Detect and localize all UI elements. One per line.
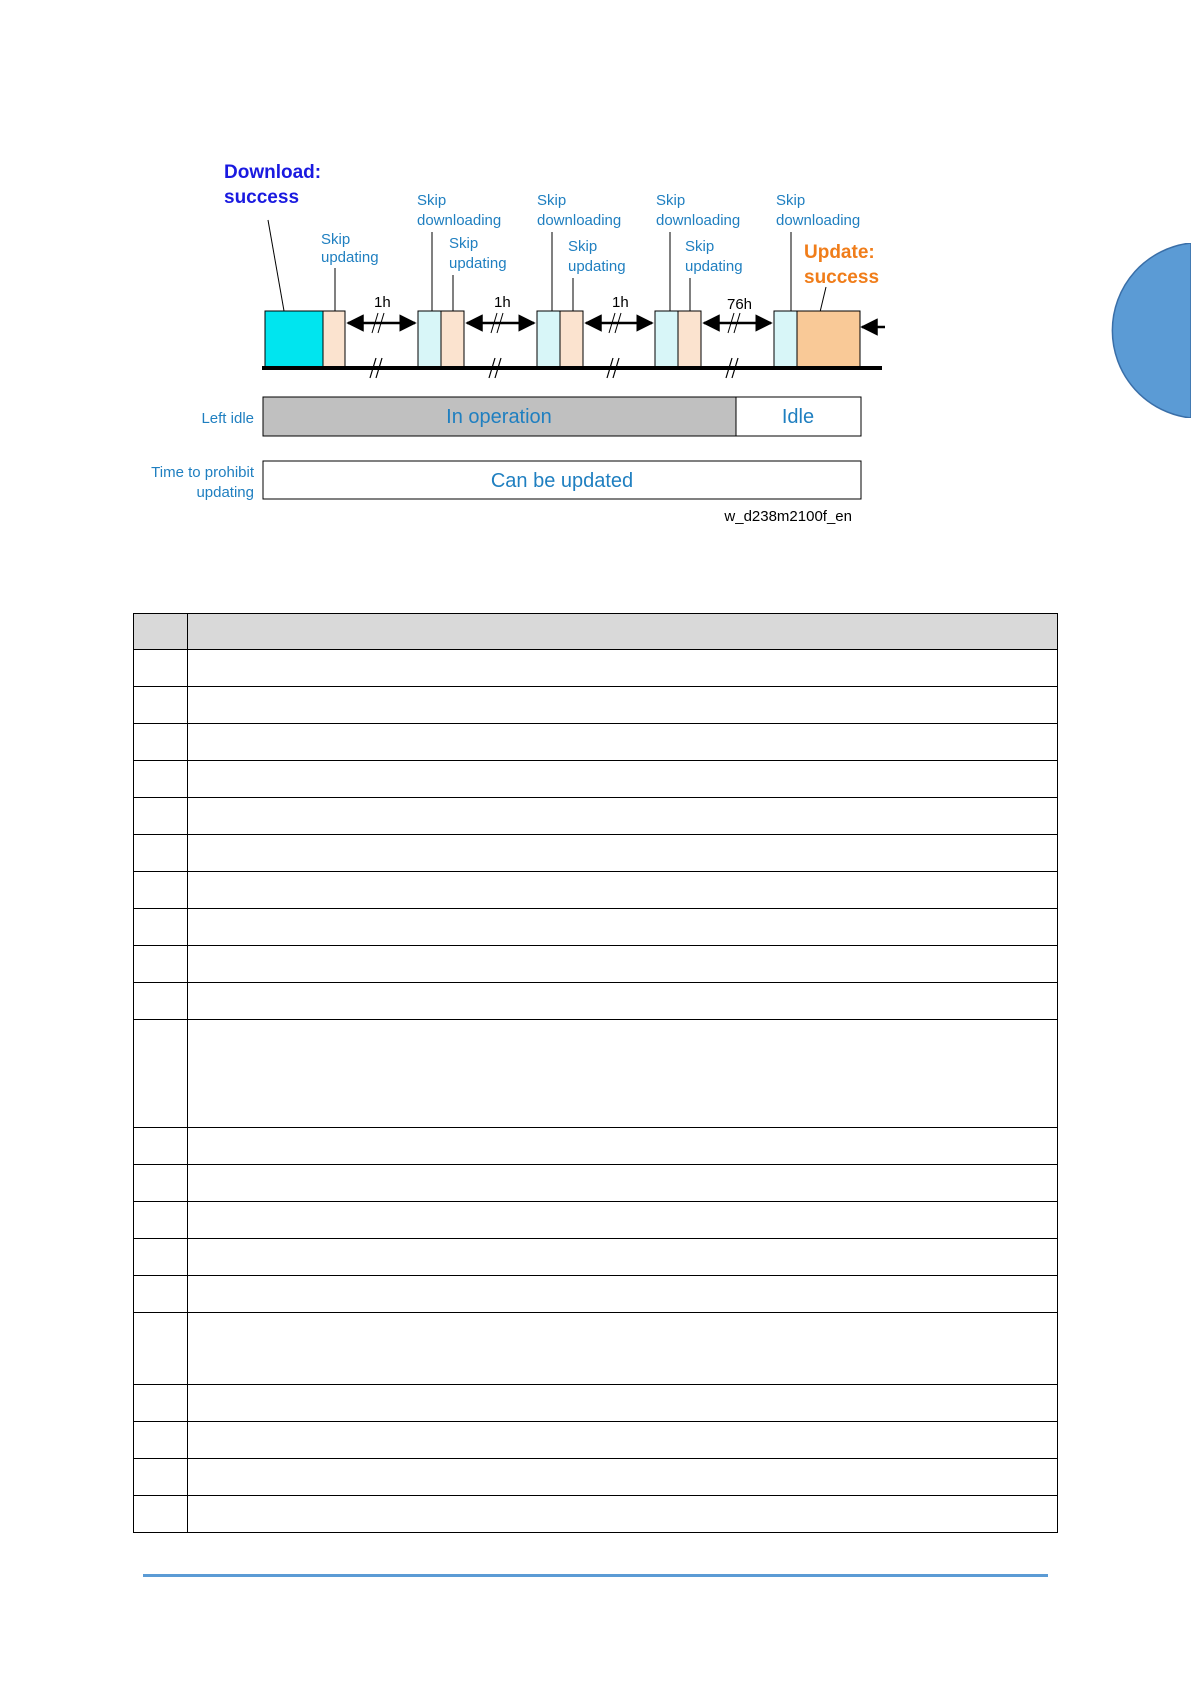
table-cell-number (134, 835, 188, 872)
table-row (134, 1422, 1058, 1459)
table-header-cell-1 (134, 614, 188, 650)
svg-text:downloading: downloading (656, 212, 741, 229)
svg-text:Skip: Skip (568, 238, 598, 255)
svg-text:downloading: downloading (776, 212, 861, 229)
table-cell-number (134, 1202, 188, 1239)
table-cell-number (134, 1313, 188, 1385)
skip-download-block-4 (774, 311, 797, 367)
can-be-updated-label: Can be updated (490, 470, 634, 492)
table-row (134, 909, 1058, 946)
table-cell-number (134, 1239, 188, 1276)
interval-label-3: 1h (612, 294, 629, 311)
table-cell-content (188, 761, 1058, 798)
table-cell-number (134, 1496, 188, 1533)
table-cell-content (188, 650, 1058, 687)
table-cell-content (188, 724, 1058, 761)
table-cell-number (134, 1165, 188, 1202)
svg-text:Skip: Skip (656, 192, 686, 209)
table-cell-number (134, 983, 188, 1020)
table-row (134, 650, 1058, 687)
table-row (134, 761, 1058, 798)
table-cell-number (134, 1128, 188, 1165)
skip-updating-label-1b: updating (321, 249, 379, 266)
table-cell-number (134, 798, 188, 835)
table-cell-number (134, 724, 188, 761)
table-cell-number (134, 1422, 188, 1459)
table-cell-content (188, 872, 1058, 909)
table-cell-content (188, 798, 1058, 835)
table-cell-content (188, 946, 1058, 983)
table-cell-content (188, 909, 1058, 946)
table-row (134, 1313, 1058, 1385)
table-row (134, 1020, 1058, 1128)
left-idle-label: Left idle (201, 410, 254, 427)
svg-text:Skip: Skip (685, 238, 715, 255)
table-row (134, 835, 1058, 872)
prohibit-label-2: updating (196, 484, 254, 501)
skip-download-block-3 (655, 311, 678, 367)
interval-label-4: 76h (727, 296, 753, 313)
table-cell-number (134, 1385, 188, 1422)
svg-text:updating: updating (568, 258, 626, 275)
skip-update-block-2 (441, 311, 464, 367)
table-header-cell-2 (188, 614, 1058, 650)
download-block (265, 311, 323, 367)
table-row (134, 946, 1058, 983)
table-cell-content (188, 1165, 1058, 1202)
table-cell-number (134, 1459, 188, 1496)
table-row (134, 872, 1058, 909)
blank-table (133, 613, 1058, 1533)
table-row (134, 1202, 1058, 1239)
table-cell-content (188, 1239, 1058, 1276)
table-cell-number (134, 909, 188, 946)
table-cell-number (134, 1020, 188, 1128)
table-header-row (134, 614, 1058, 650)
in-operation-label: In operation (446, 406, 552, 428)
skip-update-block-3 (560, 311, 583, 367)
svg-text:Skip: Skip (417, 192, 447, 209)
skip-download-block-2 (537, 311, 560, 367)
table-cell-number (134, 946, 188, 983)
table-cell-number (134, 761, 188, 798)
table-row (134, 983, 1058, 1020)
table-row (134, 1165, 1058, 1202)
update-success-label: Update: (804, 242, 875, 263)
skip-downloading-label-group-1 (417, 192, 507, 272)
svg-text:updating: updating (685, 258, 743, 275)
table-cell-content (188, 1422, 1058, 1459)
skip-download-block-1 (418, 311, 441, 367)
table-cell-content (188, 983, 1058, 1020)
table-row (134, 1496, 1058, 1533)
table-row (134, 1385, 1058, 1422)
table-row (134, 1128, 1058, 1165)
table-row (134, 724, 1058, 761)
table-cell-number (134, 872, 188, 909)
skip-updating-label-1a: Skip (321, 231, 351, 248)
download-success-label-2: success (224, 187, 300, 208)
svg-text:Skip: Skip (776, 192, 806, 209)
table-cell-content (188, 1496, 1058, 1533)
table-row (134, 798, 1058, 835)
table-row (134, 1276, 1058, 1313)
table-cell-content (188, 1459, 1058, 1496)
table-row (134, 1239, 1058, 1276)
table-cell-content (188, 1020, 1058, 1128)
download-success-label: Download: (224, 162, 322, 183)
svg-text:Skip: Skip (537, 192, 567, 209)
svg-text:Skip: Skip (449, 235, 479, 252)
skip-update-block-4 (678, 311, 701, 367)
skip-downloading-label-group-2 (537, 192, 626, 275)
prohibit-label-1: Time to prohibit (151, 464, 254, 481)
table-cell-content (188, 1202, 1058, 1239)
table-row (134, 1459, 1058, 1496)
interval-label-2: 1h (494, 294, 511, 311)
skip-downloading-label-group-4 (776, 192, 860, 229)
table-cell-content (188, 687, 1058, 724)
figure-id: w_d238m2100f_en (724, 508, 852, 525)
footer-rule (143, 1574, 1048, 1577)
skip-downloading-label-group-3 (656, 192, 743, 275)
table-row (134, 687, 1058, 724)
svg-text:updating: updating (449, 255, 507, 272)
skip-update-block-1 (323, 311, 345, 367)
table-cell-content (188, 835, 1058, 872)
table-cell-content (188, 1313, 1058, 1385)
svg-text:downloading: downloading (417, 212, 502, 229)
table-cell-content (188, 1385, 1058, 1422)
table-cell-number (134, 687, 188, 724)
update-block (797, 311, 860, 367)
table-cell-content (188, 1276, 1058, 1313)
chapter-tab-shape (1098, 243, 1191, 418)
interval-label-1: 1h (374, 294, 391, 311)
timing-diagram (0, 0, 1191, 560)
idle-label: Idle (781, 406, 815, 428)
table-cell-number (134, 650, 188, 687)
update-success-label-2: success (804, 267, 880, 288)
svg-text:downloading: downloading (537, 212, 622, 229)
table-cell-number (134, 1276, 188, 1313)
table-cell-content (188, 1128, 1058, 1165)
